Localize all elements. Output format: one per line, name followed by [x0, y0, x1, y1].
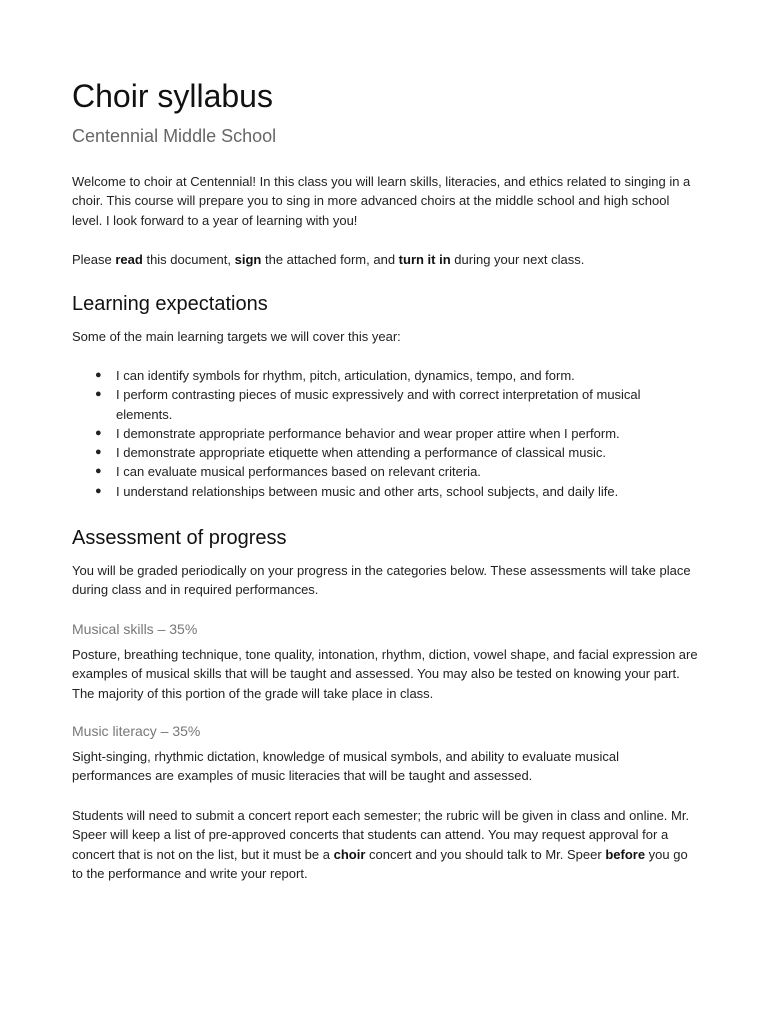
list-item-text: I perform contrasting pieces of music expressively and with correct interpretation of musical elements.: [116, 387, 641, 422]
concert-choir-bold: choir: [333, 846, 366, 862]
learning-lead: Some of the main learning targets we will cover this year:: [72, 329, 401, 344]
musical-skills-body: Posture, breathing technique, tone quality, intonation, rhythm, diction, vowel shape, and facial expression are examples of musical skills that will be taught and assessed. You may also be tested on knowing your part. The majority of this portion of the grade will take place in class.: [72, 647, 698, 701]
learning-targets-list: [72, 366, 698, 501]
bullet-icon: ●: [95, 446, 102, 459]
learning-expectations-heading: Learning expectations: [72, 293, 268, 315]
instructions-paragraph: [72, 250, 698, 269]
document-title: Choir syllabus: [72, 78, 273, 114]
document-subtitle: Centennial Middle School: [72, 126, 277, 146]
intro-paragraph: Welcome to choir at Centennial! In this class you will learn skills, literacies, and ethics related to singing in a choir. This course will prepare you to sing in more advanced choirs at the middle school and high school level. I look forward to a year of learning with you!: [72, 174, 691, 228]
list-item: [72, 462, 698, 481]
instructions-text: the attached form, and: [261, 252, 399, 267]
music-literacy-heading: Music literacy – 35%: [72, 723, 201, 739]
assessment-heading: Assessment of progress: [72, 527, 287, 549]
list-item: [72, 482, 698, 501]
bullet-icon: ●: [95, 369, 102, 381]
bullet-icon: ●: [95, 426, 102, 439]
list-item-text: I can identify symbols for rhythm, pitch, articulation, dynamics, tempo, and form.: [116, 368, 575, 383]
instructions-text: Please: [72, 252, 116, 267]
list-item-text: I can evaluate musical performances based on relevant criteria.: [116, 464, 481, 480]
list-item-text: I demonstrate appropriate etiquette when attending a performance of classical music.: [116, 445, 606, 461]
list-item: [72, 385, 698, 424]
list-item: [72, 424, 698, 443]
concert-report-paragraph: [72, 806, 698, 883]
list-item-text: I understand relationships between music and other arts, school subjects, and daily life.: [116, 483, 619, 499]
instructions-text: this document,: [142, 252, 235, 267]
bullet-icon: ●: [95, 484, 102, 497]
list-item: [72, 443, 698, 462]
assessment-lead: You will be graded periodically on your progress in the categories below. These assessments will take place during class and in required performances.: [72, 563, 691, 598]
bullet-icon: ●: [95, 388, 102, 401]
list-item: [72, 366, 698, 385]
concert-text: Students will need to submit a concert report each semester; the rubric will be given in class and online. Mr. Speer will keep a list of pre-approved concerts that students can attend. You may request approval for a concert that is not on the list, but it must be a: [72, 808, 690, 862]
bullet-icon: ●: [95, 465, 102, 478]
instructions-sign-bold: sign: [234, 252, 262, 267]
list-item-text: I demonstrate appropriate performance behavior and wear proper attire when I perform.: [116, 425, 620, 441]
instructions-turn-in-bold: turn it in: [398, 252, 451, 267]
instructions-text: during your next class.: [450, 252, 585, 267]
concert-before-bold: before: [605, 846, 646, 862]
musical-skills-heading: Musical skills – 35%: [72, 621, 198, 637]
concert-text: concert and you should talk to Mr. Speer: [365, 846, 606, 862]
concert-text: you go to the performance and write your report.: [72, 846, 688, 881]
instructions-read-bold: read: [115, 252, 143, 267]
music-literacy-body: Sight-singing, rhythmic dictation, knowledge of musical symbols, and ability to evaluate musical performances are examples of music literacies that will be taught and assessed.: [72, 749, 619, 784]
